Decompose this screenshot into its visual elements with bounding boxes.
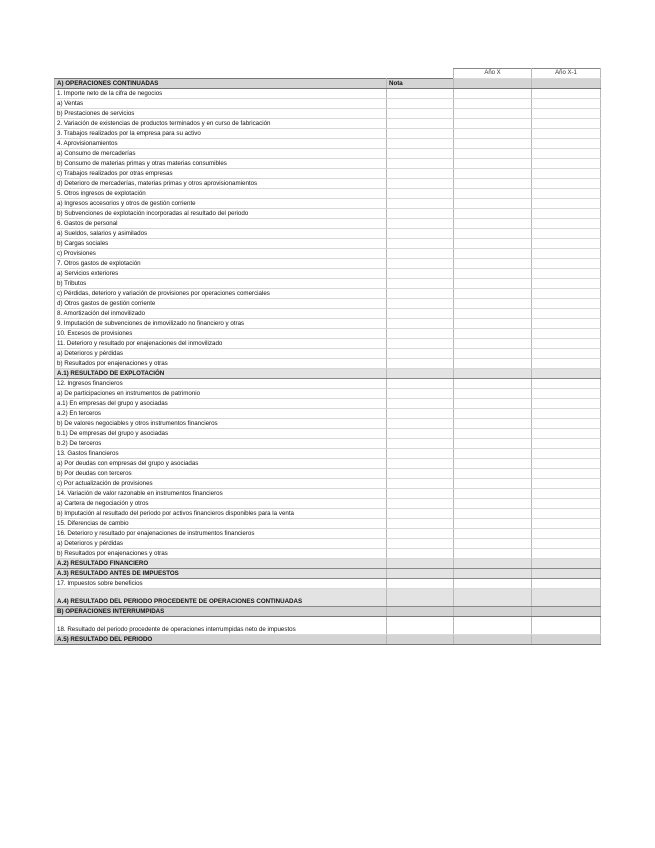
row-label: 18. Resultado del periodo procedente de operaciones interrumpidas neto de impuestos <box>55 617 387 635</box>
year-x-cell <box>454 569 532 579</box>
year-x1-cell <box>532 539 601 549</box>
year-x-cell <box>454 529 532 539</box>
statement-row <box>55 439 601 449</box>
year-x-cell <box>454 635 532 645</box>
year-x-cell <box>454 129 532 139</box>
nota-cell <box>387 99 454 109</box>
year-x-cell <box>454 469 532 479</box>
statement-row <box>55 179 601 189</box>
statement-row <box>55 149 601 159</box>
row-label: a.2) En terceros <box>55 409 387 419</box>
year-x1-cell <box>532 159 601 169</box>
statement-row <box>55 489 601 499</box>
nota-cell <box>387 89 454 99</box>
row-label: a) Ventas <box>55 99 387 109</box>
statement-row <box>55 479 601 489</box>
row-label: 16. Deterioro y resultado por enajenaciones de instrumentos financieros <box>55 529 387 539</box>
statement-row <box>55 459 601 469</box>
year-x1-cell <box>532 319 601 329</box>
row-label: b) Consumo de materias primas y otras materias consumibles <box>55 159 387 169</box>
year-x-cell <box>454 139 532 149</box>
year-x1-cell <box>532 329 601 339</box>
nota-cell <box>387 359 454 369</box>
statement-row <box>55 189 601 199</box>
row-label: 8. Amortización del inmovilizado <box>55 309 387 319</box>
statement-row <box>55 319 601 329</box>
year-x-cell <box>454 179 532 189</box>
year-x1-cell <box>532 469 601 479</box>
nota-cell <box>387 159 454 169</box>
year-x1-cell <box>532 419 601 429</box>
nota-cell <box>387 219 454 229</box>
year-x-cell <box>454 539 532 549</box>
statement-row <box>55 129 601 139</box>
row-label: b) Resultados por enajenaciones y otras <box>55 359 387 369</box>
nota-cell <box>387 559 454 569</box>
statement-heading-row <box>55 79 601 89</box>
year-x-cell <box>454 369 532 379</box>
year-x-cell <box>454 439 532 449</box>
row-label: b.1) De empresas del grupo y asociadas <box>55 429 387 439</box>
year-x1-cell <box>532 239 601 249</box>
nota-cell <box>387 139 454 149</box>
row-label: a) Sueldos, salarios y asimilados <box>55 229 387 239</box>
year-x-cell <box>454 299 532 309</box>
year-x-cell <box>454 169 532 179</box>
year-x-cell <box>454 617 532 635</box>
statement-row <box>55 349 601 359</box>
statement-row <box>55 239 601 249</box>
year-x1-cell <box>532 219 601 229</box>
year-x1-cell <box>532 209 601 219</box>
statement-heading-row <box>55 607 601 617</box>
statement-row <box>55 449 601 459</box>
row-label: 2. Variación de existencias de productos terminados y en curso de fabricación <box>55 119 387 129</box>
year-x-cell <box>454 319 532 329</box>
year-x-cell <box>454 149 532 159</box>
year-x1-cell <box>532 399 601 409</box>
nota-cell <box>387 109 454 119</box>
row-label: b) Por deudas con terceros <box>55 469 387 479</box>
year-x1-cell <box>532 429 601 439</box>
year-x-cell <box>454 109 532 119</box>
row-label: 15. Diferencias de cambio <box>55 519 387 529</box>
year-x1-cell <box>532 499 601 509</box>
year-x1-cell <box>532 579 601 589</box>
year-x-cell <box>454 269 532 279</box>
nota-cell <box>387 509 454 519</box>
year-x-cell <box>454 99 532 109</box>
year-x-cell <box>454 309 532 319</box>
year-x-cell <box>454 219 532 229</box>
row-label: b) Tributos <box>55 279 387 289</box>
year-x1-cell <box>532 339 601 349</box>
nota-cell <box>387 479 454 489</box>
year-x-cell <box>454 499 532 509</box>
nota-cell <box>387 229 454 239</box>
year-x-cell <box>454 189 532 199</box>
statement-row <box>55 159 601 169</box>
statement-row <box>55 249 601 259</box>
row-label: a) Consumo de mercaderías <box>55 149 387 159</box>
year-x1-cell <box>532 199 601 209</box>
year-x-cell <box>454 249 532 259</box>
row-label: A.1) RESULTADO DE EXPLOTACIÓN <box>55 369 387 379</box>
year-x1-cell <box>532 489 601 499</box>
statement-row <box>55 379 601 389</box>
statement-row <box>55 549 601 559</box>
year-x-cell <box>454 509 532 519</box>
nota-cell <box>387 149 454 159</box>
year-x1-cell <box>532 269 601 279</box>
year-x1-cell <box>532 519 601 529</box>
nota-cell <box>387 579 454 589</box>
year-x1-cell <box>532 409 601 419</box>
row-label: b.2) De terceros <box>55 439 387 449</box>
nota-cell <box>387 119 454 129</box>
year-x1-cell <box>532 479 601 489</box>
statement-row <box>55 169 601 179</box>
row-label: b) Cargas sociales <box>55 239 387 249</box>
year-x1-cell <box>532 289 601 299</box>
year-x-cell <box>454 289 532 299</box>
row-label: 3. Trabajos realizados por la empresa para su activo <box>55 129 387 139</box>
year-x1-cell <box>532 179 601 189</box>
year-x1-cell <box>532 139 601 149</box>
income-statement-table <box>54 68 601 645</box>
nota-cell <box>387 309 454 319</box>
statement-row <box>55 409 601 419</box>
year-x-cell <box>454 199 532 209</box>
row-label: b) Imputación al resultado del periodo por activos financieros disponibles para la venta <box>55 509 387 519</box>
row-label: 9. Imputación de subvenciones de inmovilizado no financiero y otras <box>55 319 387 329</box>
nota-cell <box>387 269 454 279</box>
row-label: 5. Otros ingresos de explotación <box>55 189 387 199</box>
nota-cell <box>387 209 454 219</box>
year-x-cell <box>454 79 532 89</box>
year-x-cell <box>454 329 532 339</box>
statement-heading-row <box>55 569 601 579</box>
row-label: A) OPERACIONES CONTINUADAS <box>55 79 387 89</box>
row-label: 4. Aprovisionamientos <box>55 139 387 149</box>
row-label: c) Provisiones <box>55 249 387 259</box>
statement-row <box>55 269 601 279</box>
blank-header-cell <box>387 69 454 79</box>
year-x1-cell <box>532 635 601 645</box>
nota-cell <box>387 329 454 339</box>
year-x1-cell <box>532 309 601 319</box>
statement-heading-row <box>55 559 601 569</box>
year-header-row <box>55 69 601 79</box>
nota-cell <box>387 439 454 449</box>
nota-cell <box>387 635 454 645</box>
row-label: 14. Variación de valor razonable en instrumentos financieros <box>55 489 387 499</box>
year-x1-cell <box>532 259 601 269</box>
year-x-cell <box>454 607 532 617</box>
statement-heading-row <box>55 635 601 645</box>
row-label: B) OPERACIONES INTERRUMPIDAS <box>55 607 387 617</box>
nota-cell <box>387 409 454 419</box>
nota-cell <box>387 617 454 635</box>
year-x-header: Año X <box>454 69 532 79</box>
year-x1-cell <box>532 369 601 379</box>
row-label: 6. Gastos de personal <box>55 219 387 229</box>
year-x-cell <box>454 119 532 129</box>
statement-row <box>55 289 601 299</box>
year-x-cell <box>454 459 532 469</box>
year-x-cell <box>454 399 532 409</box>
blank-header-cell <box>55 69 387 79</box>
row-label: 13. Gastos financieros <box>55 449 387 459</box>
statement-row <box>55 519 601 529</box>
nota-cell <box>387 339 454 349</box>
statement-row <box>55 359 601 369</box>
statement-row <box>55 199 601 209</box>
row-label: d) Otros gastos de gestión corriente <box>55 299 387 309</box>
nota-cell <box>387 459 454 469</box>
nota-header: Nota <box>387 79 454 89</box>
year-x1-cell <box>532 559 601 569</box>
nota-cell <box>387 549 454 559</box>
nota-cell <box>387 379 454 389</box>
row-label: b) Resultados por enajenaciones y otras <box>55 549 387 559</box>
nota-cell <box>387 189 454 199</box>
nota-cell <box>387 239 454 249</box>
year-x1-cell <box>532 79 601 89</box>
year-x-cell <box>454 339 532 349</box>
statement-row <box>55 539 601 549</box>
year-x-cell <box>454 349 532 359</box>
year-x-cell <box>454 229 532 239</box>
statement-row <box>55 259 601 269</box>
year-x-cell <box>454 549 532 559</box>
statement-row <box>55 279 601 289</box>
statement-row <box>55 529 601 539</box>
year-x-cell <box>454 419 532 429</box>
statement-row <box>55 579 601 589</box>
row-label: c) Trabajos realizados por otras empresas <box>55 169 387 179</box>
statement-row <box>55 339 601 349</box>
year-x1-cell <box>532 379 601 389</box>
row-label: a) Deterioros y pérdidas <box>55 349 387 359</box>
statement-heading-row <box>55 589 601 607</box>
nota-cell <box>387 199 454 209</box>
row-label: a) Cartera de negociación y otros <box>55 499 387 509</box>
row-label: 7. Otros gastos de explotación <box>55 259 387 269</box>
statement-row <box>55 89 601 99</box>
year-x-cell <box>454 209 532 219</box>
nota-cell <box>387 369 454 379</box>
year-x1-cell <box>532 129 601 139</box>
year-x1-cell <box>532 607 601 617</box>
nota-cell <box>387 469 454 479</box>
nota-cell <box>387 589 454 607</box>
year-x-cell <box>454 379 532 389</box>
year-x1-cell <box>532 529 601 539</box>
row-label: a) Deterioros y pérdidas <box>55 539 387 549</box>
nota-cell <box>387 299 454 309</box>
statement-row <box>55 469 601 479</box>
year-x-cell <box>454 429 532 439</box>
row-label: b) Prestaciones de servicios <box>55 109 387 119</box>
row-label: 17. Impuestos sobre beneficios <box>55 579 387 589</box>
row-label: c) Pérdidas, deterioro y variación de provisiones por operaciones comerciales <box>55 289 387 299</box>
nota-cell <box>387 169 454 179</box>
year-x1-cell <box>532 99 601 109</box>
year-x-cell <box>454 559 532 569</box>
year-x1-cell <box>532 349 601 359</box>
year-x1-header: Año X-1 <box>532 69 601 79</box>
year-x1-cell <box>532 509 601 519</box>
row-label: a) Ingresos accesorios y otros de gestión corriente <box>55 199 387 209</box>
statement-row <box>55 99 601 109</box>
year-x-cell <box>454 579 532 589</box>
year-x-cell <box>454 449 532 459</box>
year-x1-cell <box>532 89 601 99</box>
year-x-cell <box>454 489 532 499</box>
statement-row <box>55 299 601 309</box>
nota-cell <box>387 279 454 289</box>
statement-row <box>55 209 601 219</box>
row-label: 11. Deterioro y resultado por enajenaciones del inmovilizado <box>55 339 387 349</box>
row-label: d) Deterioro de mercaderías, materias primas y otros aprovisionamientos <box>55 179 387 189</box>
row-label: c) Por actualización de provisiones <box>55 479 387 489</box>
nota-cell <box>387 489 454 499</box>
nota-cell <box>387 249 454 259</box>
year-x-cell <box>454 409 532 419</box>
nota-cell <box>387 399 454 409</box>
year-x-cell <box>454 359 532 369</box>
nota-cell <box>387 349 454 359</box>
row-label: 12. Ingresos financieros <box>55 379 387 389</box>
statement-row <box>55 309 601 319</box>
year-x1-cell <box>532 359 601 369</box>
year-x-cell <box>454 589 532 607</box>
nota-cell <box>387 259 454 269</box>
nota-cell <box>387 319 454 329</box>
row-label: A.5) RESULTADO DEL PERIODO <box>55 635 387 645</box>
statement-row <box>55 119 601 129</box>
nota-cell <box>387 449 454 459</box>
year-x1-cell <box>532 569 601 579</box>
row-label: A.4) RESULTADO DEL PERIODO PROCEDENTE DE OPERACIONES CONTINUADAS <box>55 589 387 607</box>
year-x1-cell <box>532 299 601 309</box>
year-x-cell <box>454 279 532 289</box>
nota-cell <box>387 429 454 439</box>
nota-cell <box>387 607 454 617</box>
row-label: a) De participaciones en instrumentos de patrimonio <box>55 389 387 399</box>
statement-row <box>55 109 601 119</box>
row-label: b) De valores negociables y otros instrumentos financieros <box>55 419 387 429</box>
nota-cell <box>387 419 454 429</box>
year-x-cell <box>454 389 532 399</box>
statement-row <box>55 509 601 519</box>
year-x-cell <box>454 159 532 169</box>
year-x-cell <box>454 89 532 99</box>
statement-heading-row <box>55 369 601 379</box>
statement-row <box>55 429 601 439</box>
nota-cell <box>387 129 454 139</box>
income-statement-sheet <box>54 68 600 645</box>
nota-cell <box>387 289 454 299</box>
statement-row <box>55 329 601 339</box>
statement-row <box>55 617 601 635</box>
nota-cell <box>387 569 454 579</box>
year-x1-cell <box>532 149 601 159</box>
row-label: 10. Excesos de provisiones <box>55 329 387 339</box>
year-x1-cell <box>532 589 601 607</box>
year-x1-cell <box>532 169 601 179</box>
year-x1-cell <box>532 249 601 259</box>
year-x1-cell <box>532 229 601 239</box>
row-label: a) Servicios exteriores <box>55 269 387 279</box>
row-label: A.3) RESULTADO ANTES DE IMPUESTOS <box>55 569 387 579</box>
year-x1-cell <box>532 279 601 289</box>
statement-row <box>55 499 601 509</box>
row-label: a) Por deudas con empresas del grupo y asociadas <box>55 459 387 469</box>
year-x-cell <box>454 259 532 269</box>
year-x1-cell <box>532 439 601 449</box>
nota-cell <box>387 179 454 189</box>
nota-cell <box>387 529 454 539</box>
statement-row <box>55 389 601 399</box>
nota-cell <box>387 519 454 529</box>
row-label: A.2) RESULTADO FINANCIERO <box>55 559 387 569</box>
year-x1-cell <box>532 119 601 129</box>
row-label: b) Subvenciones de explotación incorporadas al resultado del periodo <box>55 209 387 219</box>
year-x1-cell <box>532 459 601 469</box>
year-x-cell <box>454 239 532 249</box>
nota-cell <box>387 389 454 399</box>
statement-row <box>55 219 601 229</box>
year-x-cell <box>454 519 532 529</box>
statement-row <box>55 229 601 239</box>
row-label: a.1) En empresas del grupo y asociadas <box>55 399 387 409</box>
nota-cell <box>387 499 454 509</box>
year-x1-cell <box>532 109 601 119</box>
year-x-cell <box>454 479 532 489</box>
year-x1-cell <box>532 617 601 635</box>
statement-row <box>55 419 601 429</box>
row-label: 1. Importe neto de la cifra de negocios <box>55 89 387 99</box>
nota-cell <box>387 539 454 549</box>
statement-row <box>55 399 601 409</box>
year-x1-cell <box>532 189 601 199</box>
statement-row <box>55 139 601 149</box>
year-x1-cell <box>532 549 601 559</box>
year-x1-cell <box>532 389 601 399</box>
year-x1-cell <box>532 449 601 459</box>
